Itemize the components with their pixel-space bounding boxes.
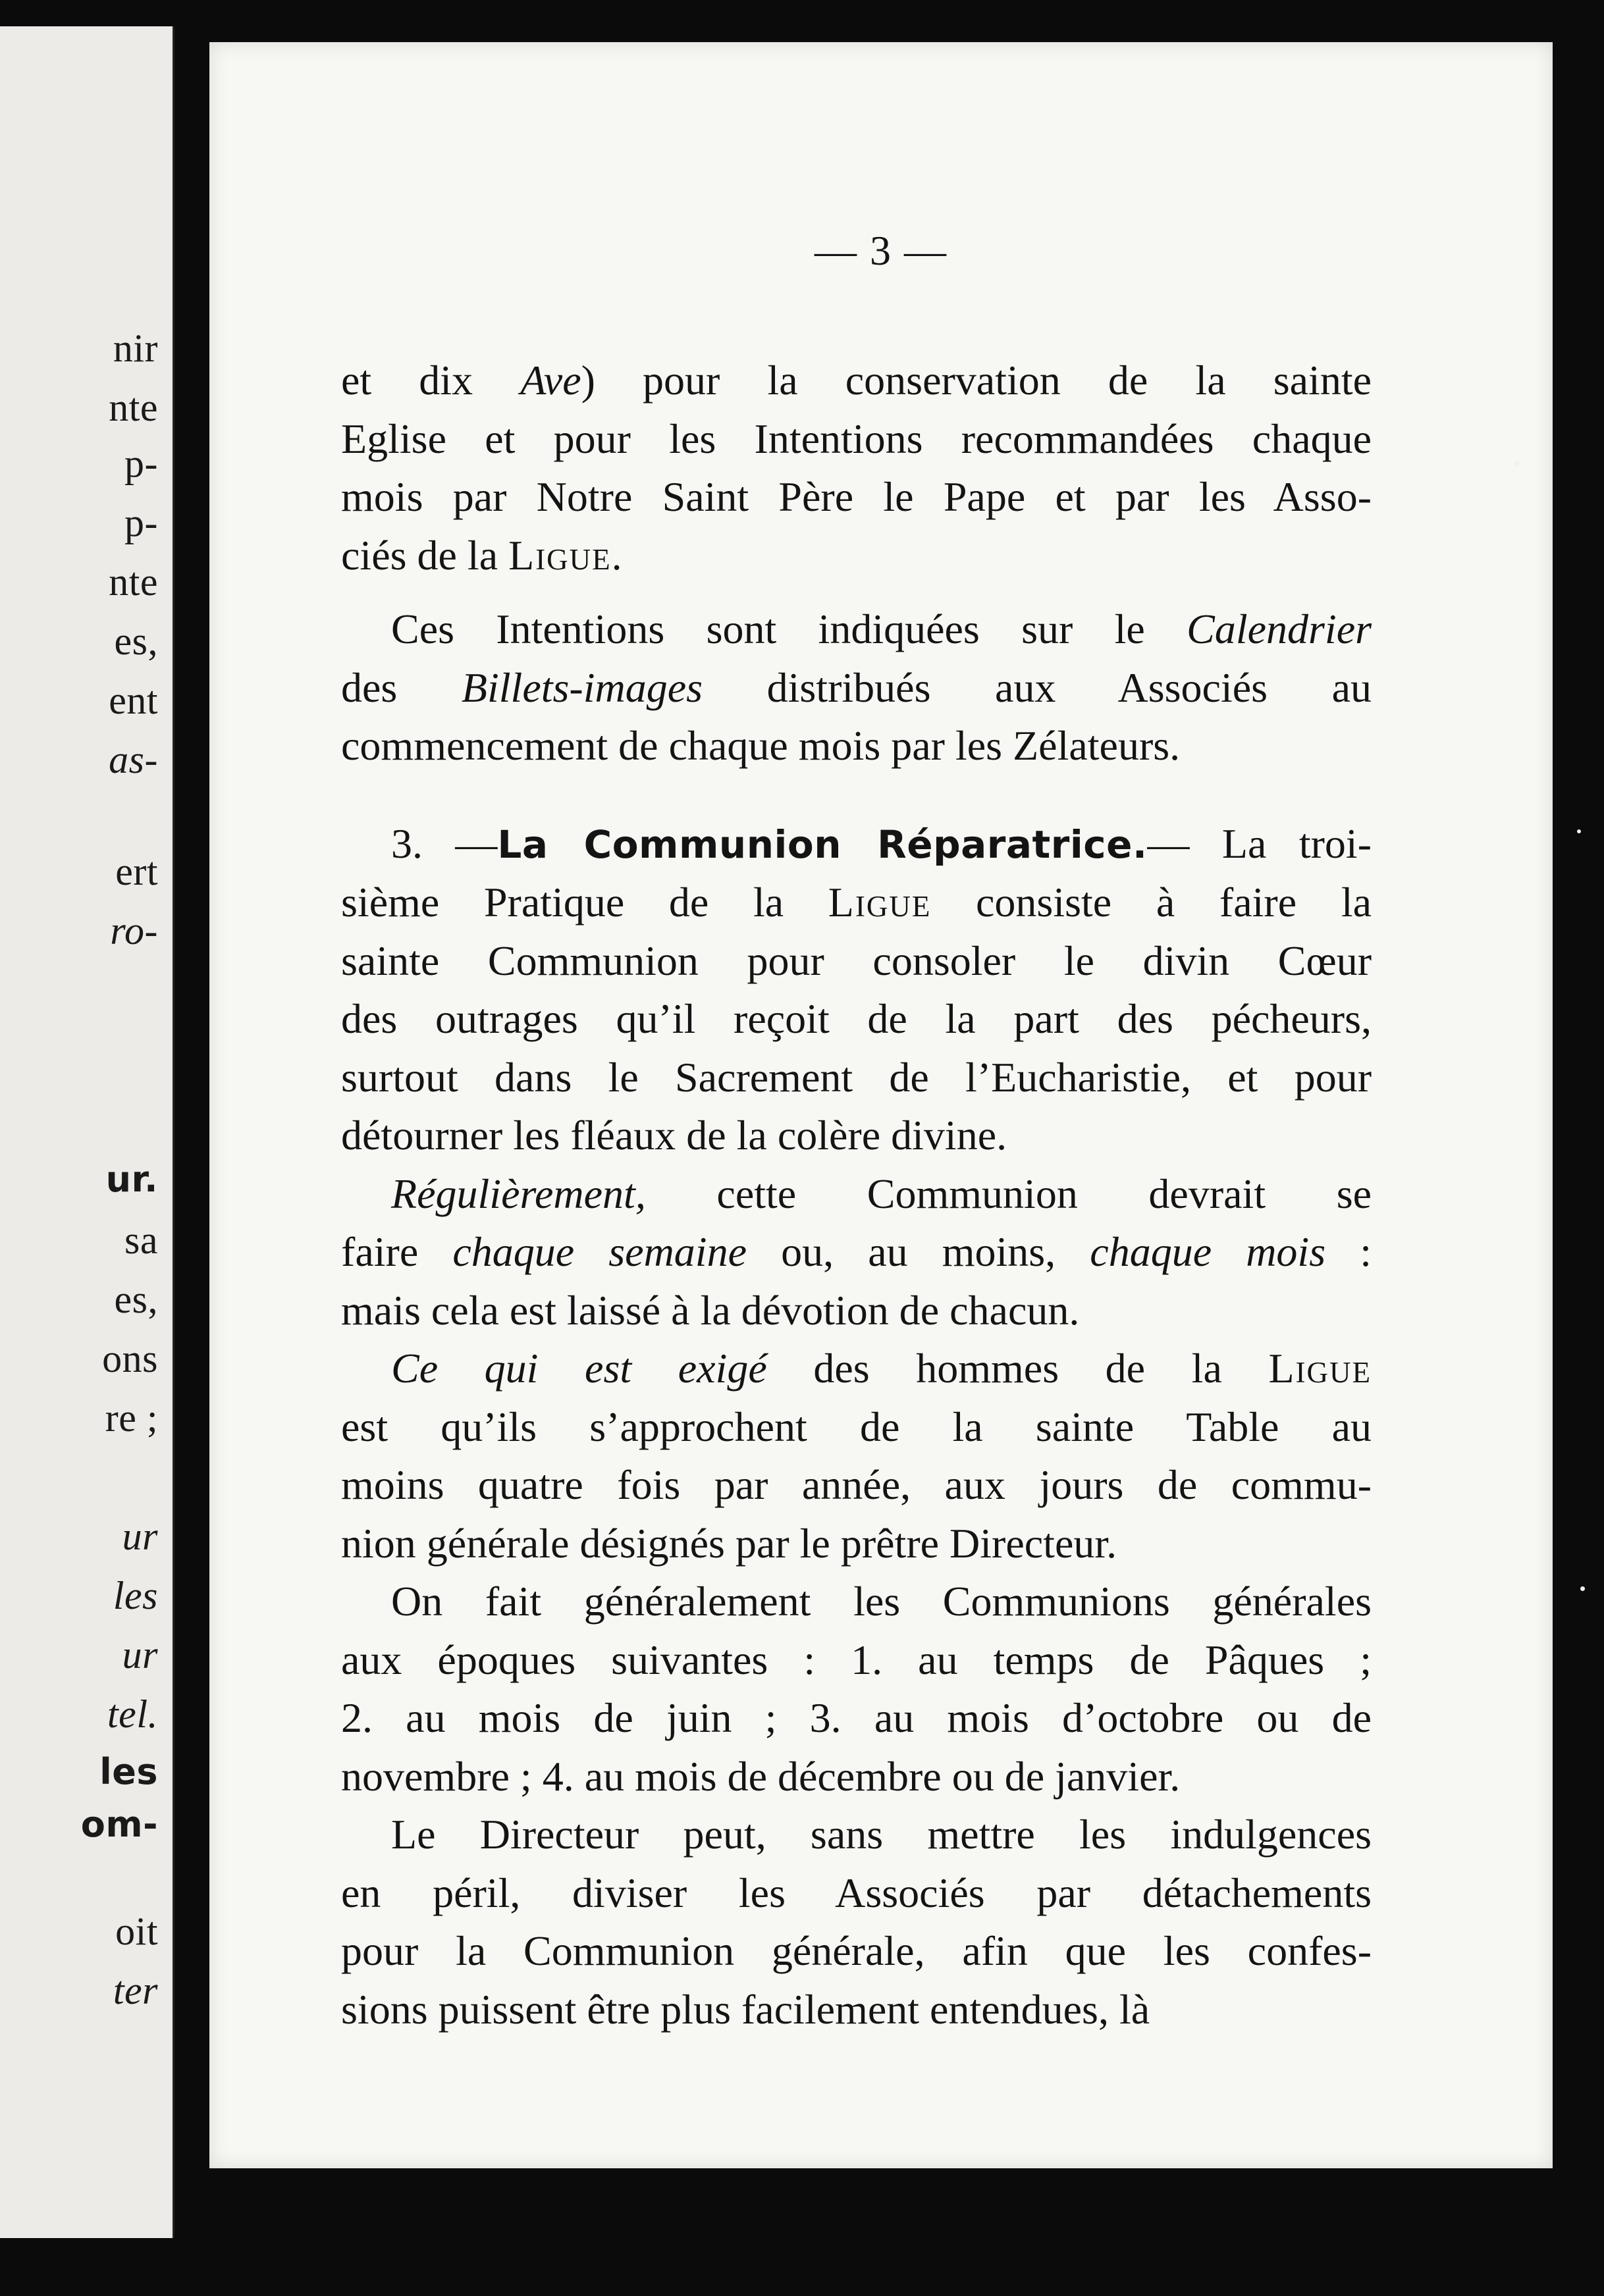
fragment: ur [122, 1515, 158, 1558]
section-heading-line: 3. —La Communion Réparatrice.— La troi- [391, 820, 1372, 867]
text-line: des Billets-images distribués aux Associés au [341, 664, 1372, 711]
dust-speck [1514, 461, 1520, 466]
fragment: ert [115, 850, 158, 893]
fragment: ter [113, 1969, 158, 2012]
text-line: faire chaque semaine ou, au moins, chaque mois : [341, 1228, 1372, 1275]
fragment: re ; [105, 1396, 158, 1440]
previous-page-edge [0, 26, 174, 2238]
text-line: aux époques suivantes : 1. au temps de Pâques ; [341, 1636, 1372, 1683]
fragment: ent [109, 679, 158, 722]
page-number: — 3 — [815, 227, 948, 274]
fragment: nte [109, 386, 158, 429]
text-line: novembre ; 4. au mois de décembre ou de janvier. [341, 1752, 1181, 1800]
text-line: mais cela est laissé à la dévotion de chacun. [341, 1286, 1080, 1334]
text-line: est qu’ils s’approchent de la sainte Table au [341, 1403, 1372, 1450]
dust-speck [1577, 829, 1581, 833]
fragment: as- [109, 738, 158, 781]
text-line: Ces Intentions sont indiquées sur le Calendrier [391, 606, 1372, 652]
fragment: nte [109, 560, 158, 604]
text-line: ciés de la Ligue. [341, 531, 622, 579]
text-line: détourner les fléaux de la colère divine. [341, 1112, 1007, 1159]
text-line: 2. au mois de juin ; 3. au mois d’octobre ou de [341, 1694, 1372, 1741]
text-line: sions puissent être plus facilement entendues, là [341, 1985, 1150, 2033]
fragment: tel. [107, 1692, 158, 1736]
fragment: nir [113, 326, 158, 370]
text-line: sainte Communion pour consoler le divin Cœur [341, 937, 1372, 984]
text-line: surtout dans le Sacrement de l’Eucharistie, et pour [341, 1053, 1372, 1101]
text-line: nion générale désignés par le prêtre Directeur. [341, 1519, 1117, 1567]
book-page [209, 42, 1553, 2168]
fragment: ons [102, 1337, 158, 1380]
fragment: ur. [105, 1159, 158, 1200]
fragment: sa [124, 1218, 158, 1262]
text-line: commencement de chaque mois par les Zélateurs. [341, 722, 1181, 769]
page-body [341, 352, 1372, 2039]
text-line: et dix Ave) pour la conservation de la sainte [341, 357, 1372, 404]
fragment: oit [115, 1910, 158, 1953]
text-line: Le Directeur peut, sans mettre les indulgences [391, 1811, 1372, 1858]
fragment: les [113, 1574, 158, 1617]
section-heading: La Communion Réparatrice. [497, 822, 1148, 867]
fragment: es, [114, 1278, 158, 1321]
text-line: Régulièrement, cette Communion devrait se [391, 1170, 1372, 1217]
text-line: Ce qui est exigé des hommes de la Ligue [391, 1345, 1372, 1392]
text-line: sième Pratique de la Ligue consiste à faire la [341, 879, 1372, 926]
text-line: On fait généralement les Communions générales [391, 1578, 1372, 1625]
text-line: des outrages qu’il reçoit de la part des pécheurs, [341, 995, 1372, 1042]
fragment: om- [80, 1804, 158, 1845]
fragment: ur [122, 1633, 158, 1677]
fragment: ro- [110, 909, 158, 952]
text-line: mois par Notre Saint Père le Pape et par les Asso- [341, 473, 1372, 520]
fragment: les [99, 1751, 158, 1792]
fragment: es, [114, 619, 158, 663]
text-line: moins quatre fois par année, aux jours de commu- [341, 1461, 1372, 1508]
text-line: Eglise et pour les Intentions recommandées chaque [341, 415, 1372, 462]
dust-speck [1580, 1586, 1585, 1591]
fragment: p- [124, 501, 158, 544]
fragment: p- [124, 442, 158, 485]
text-line: en péril, diviser les Associés par détachements [341, 1869, 1372, 1916]
text-line: pour la Communion générale, afin que les confes- [341, 1927, 1372, 1974]
